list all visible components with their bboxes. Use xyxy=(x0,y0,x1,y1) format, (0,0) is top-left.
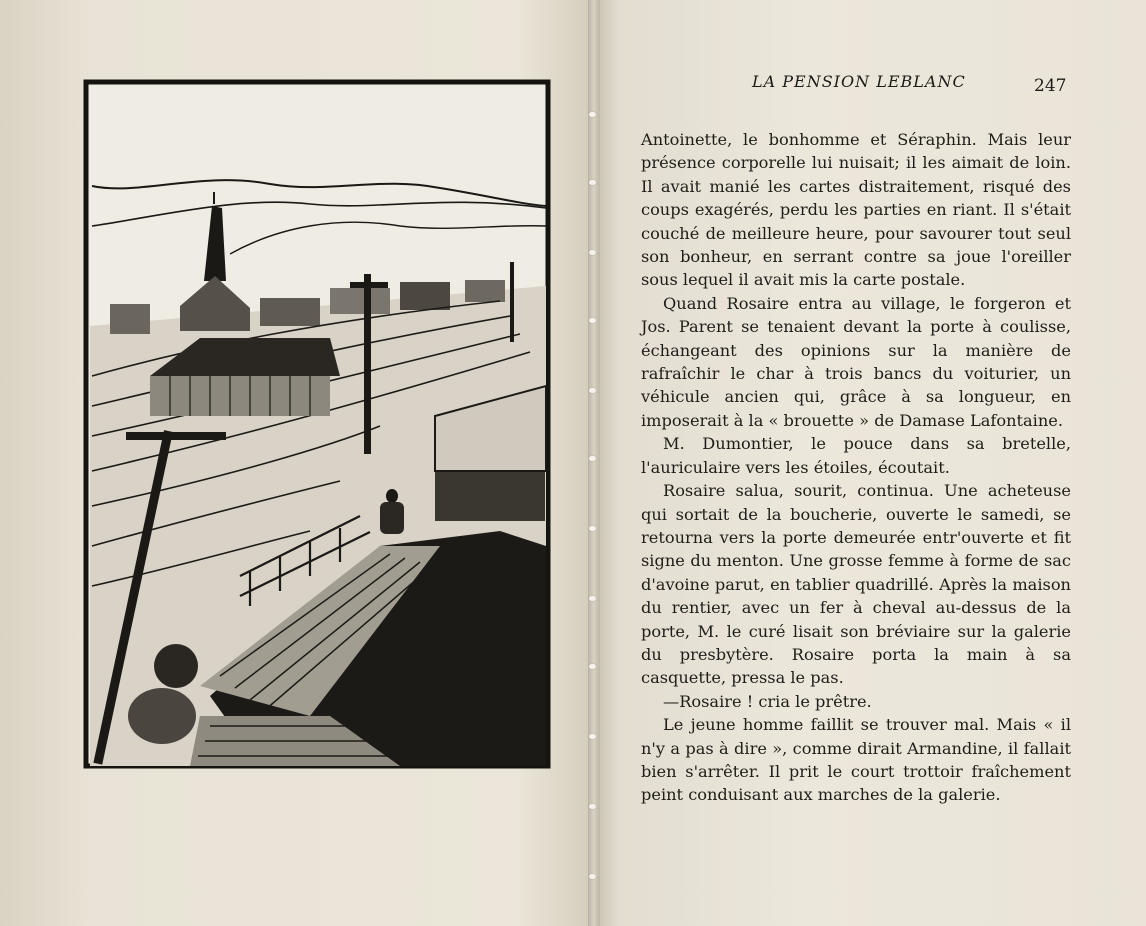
paragraph: Le jeune homme faillit se trouver mal. Mais « il n'y a pas à dire », comme dirait Armandine, il fallait bien s'arrêter. Il prit le court trottoir fraîchement peint conduisant aux marches de la galerie. xyxy=(641,715,1071,805)
binding-stitch xyxy=(589,874,596,879)
paragraph: —Rosaire ! cria le prêtre. xyxy=(663,691,872,711)
paragraph: Rosaire salua, sourit, continua. Une acheteuse qui sortait de la boucherie, ouverte le samedi, se retourna vers la porte demeurée entr'ouverte et fit signe du menton. Une grosse femme à forme de sac d'avoine parut, en tablier quadrillé. Après la maison du rentier, avec un fer à cheval au-dessus de la porte, M. le curé lisait son bréviaire sur la galerie du presbytère. Rosaire porta la main à sa casquette, pressa le pas. xyxy=(641,481,1071,688)
binding-stitch xyxy=(589,526,596,531)
village-illustration xyxy=(80,76,554,772)
binding-stitch xyxy=(589,804,596,809)
binding-stitch xyxy=(589,664,596,669)
binding-stitch xyxy=(589,734,596,739)
page-number: 247 xyxy=(1034,76,1067,96)
binding-stitch xyxy=(589,456,596,461)
binding-stitch xyxy=(589,180,596,185)
binding-stitch xyxy=(589,318,596,323)
binding-stitch xyxy=(589,388,596,393)
running-head: LA PENSION LEBLANC xyxy=(752,72,966,91)
binding-stitch xyxy=(589,112,596,117)
paragraph: M. Dumontier, le pouce dans sa bretelle, l'auriculaire vers les étoiles, écoutait. xyxy=(641,434,1071,477)
paragraph: Quand Rosaire entra au village, le forgeron et Jos. Parent se tenaient devant la porte à coulisse, échangeant des opinions sur la manière de rafraîchir le char à trois bancs du voiturier, un véhicule ancien qui, grâce à sa longueur, en imposerait à la « brouette » de Damase Lafontaine. xyxy=(641,293,1071,430)
binding-stitch xyxy=(589,250,596,255)
paragraph: Antoinette, le bonhomme et Séraphin. Mais leur présence corporelle lui nuisait; il les aimait de loin. Il avait manié les cartes distraitement, risqué des coups exagérés, perdu les parties en riant. Il s'était couché de meilleure heure, pour savourer tout seul son bonheur, en serrant contre sa joue l'oreiller sous lequel il avait mis la carte postale. xyxy=(641,130,1071,290)
binding-stitch xyxy=(589,596,596,601)
body-text xyxy=(641,128,1071,807)
